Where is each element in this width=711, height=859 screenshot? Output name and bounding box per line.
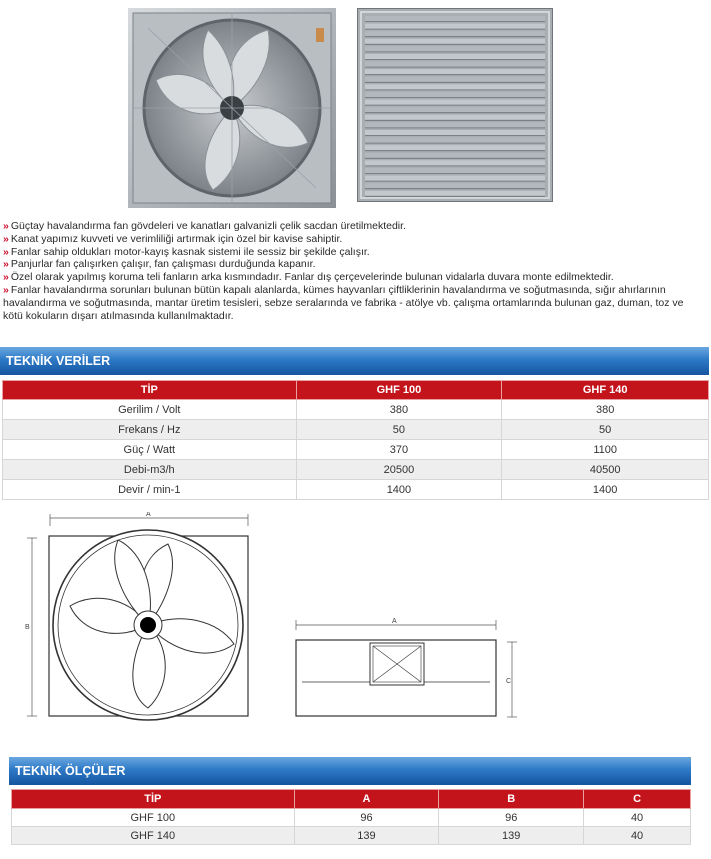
shutter-slat xyxy=(365,168,545,173)
shutter-slat xyxy=(365,160,545,165)
shutter-slat xyxy=(365,122,545,127)
feature-item: » Fanlar sahip oldukları motor-kayış kasnak sistemi ile sessiz bir şekilde çalışır. xyxy=(3,245,370,258)
product-photos xyxy=(128,8,568,208)
shutter-slat xyxy=(365,100,545,105)
dimension-b-label: B xyxy=(25,624,30,631)
shutter-slat xyxy=(365,115,545,120)
shutter-slat xyxy=(365,92,545,97)
feature-item: » Güçtay havalandırma fan gövdeleri ve kanatları galvanizli çelik sacdan üretilmektedir. xyxy=(3,220,406,232)
feature-item: » Özel olarak yapılmış koruma teli fanların arka kısmındadır. Fanlar dış çerçevelerinde bulunan vidalarla duvara monte edilmektedir. xyxy=(3,271,614,284)
shutter-slat xyxy=(365,54,545,59)
dimension-a-label: A xyxy=(146,512,151,518)
table-row: Devir / min-1 1400 1400 xyxy=(3,480,709,500)
shutter-slat xyxy=(365,145,545,150)
shutter-slat xyxy=(365,130,545,135)
header-ghf140: GHF 140 xyxy=(502,381,709,400)
header-c: C xyxy=(584,790,691,809)
shutter-slat xyxy=(365,176,545,181)
header-ghf100: GHF 100 xyxy=(296,381,502,400)
shutter-slat xyxy=(365,46,545,51)
table-header-row xyxy=(12,790,691,809)
shutter-slat xyxy=(365,183,545,188)
section-title-teknik-veriler: TEKNİK VERİLER xyxy=(0,347,709,375)
shutter-slat xyxy=(365,77,545,82)
table-header-row xyxy=(3,381,709,400)
shutter-slat xyxy=(365,191,545,196)
shutter-slat xyxy=(365,84,545,89)
shutter-slat xyxy=(365,31,545,36)
shutter-slat xyxy=(365,138,545,143)
shutter-photo xyxy=(357,8,553,202)
section-title-teknik-olculer: TEKNİK ÖLÇÜLER xyxy=(9,757,691,785)
table-row: Frekans / Hz 50 50 xyxy=(3,420,709,440)
header-a: A xyxy=(294,790,439,809)
table-row: Güç / Watt 370 1100 xyxy=(3,440,709,460)
dimension-c-label: C xyxy=(506,678,512,685)
table-row: GHF 100 96 96 40 xyxy=(12,809,691,827)
header-type: TİP xyxy=(12,790,295,809)
shutter-side-drawing xyxy=(290,615,525,725)
shutter-slat xyxy=(365,69,545,74)
header-b: B xyxy=(439,790,584,809)
dimension-a-label: A xyxy=(392,618,397,625)
fan-front-drawing xyxy=(22,512,262,724)
table-row: Debi-m3/h 20500 40500 xyxy=(3,460,709,480)
table-row: Gerilim / Volt 380 380 xyxy=(3,400,709,420)
dimensions-table xyxy=(11,789,691,845)
feature-list xyxy=(3,220,703,322)
header-type: TİP xyxy=(3,381,297,400)
shutter-slat xyxy=(365,39,545,44)
technical-data-table xyxy=(2,380,709,500)
shutter-slat xyxy=(365,62,545,67)
shutter-slat xyxy=(365,16,545,21)
shutter-slat xyxy=(365,24,545,29)
feature-item: » Fanlar havalandırma sorunları bulunan bütün kapalı alanlarda, kümes hayvanları çiftliklerinin havalandırma ve soğutmasında, sığır ahırlarının havalandırma ve soğutmasında, mantar üretim tesisleri, sebze seralarında ve fabrika - atölye vb. çalışma ortamlarında bulunan gaz, duman, toz ve kötü kokuların dışarı atılmasında kullanılmaktadır. xyxy=(3,283,684,322)
shutter-slat xyxy=(365,153,545,158)
feature-item: » Kanat yapımız kuvveti ve verimliliği artırmak için özel bir kavise sahiptir. xyxy=(3,232,343,245)
shutter-slat xyxy=(365,107,545,112)
table-row: GHF 140 139 139 40 xyxy=(12,827,691,845)
fan-photo xyxy=(128,8,336,208)
feature-item: » Panjurlar fan çalışırken çalışır, fan çalışması durduğunda kapanır. xyxy=(3,258,316,271)
